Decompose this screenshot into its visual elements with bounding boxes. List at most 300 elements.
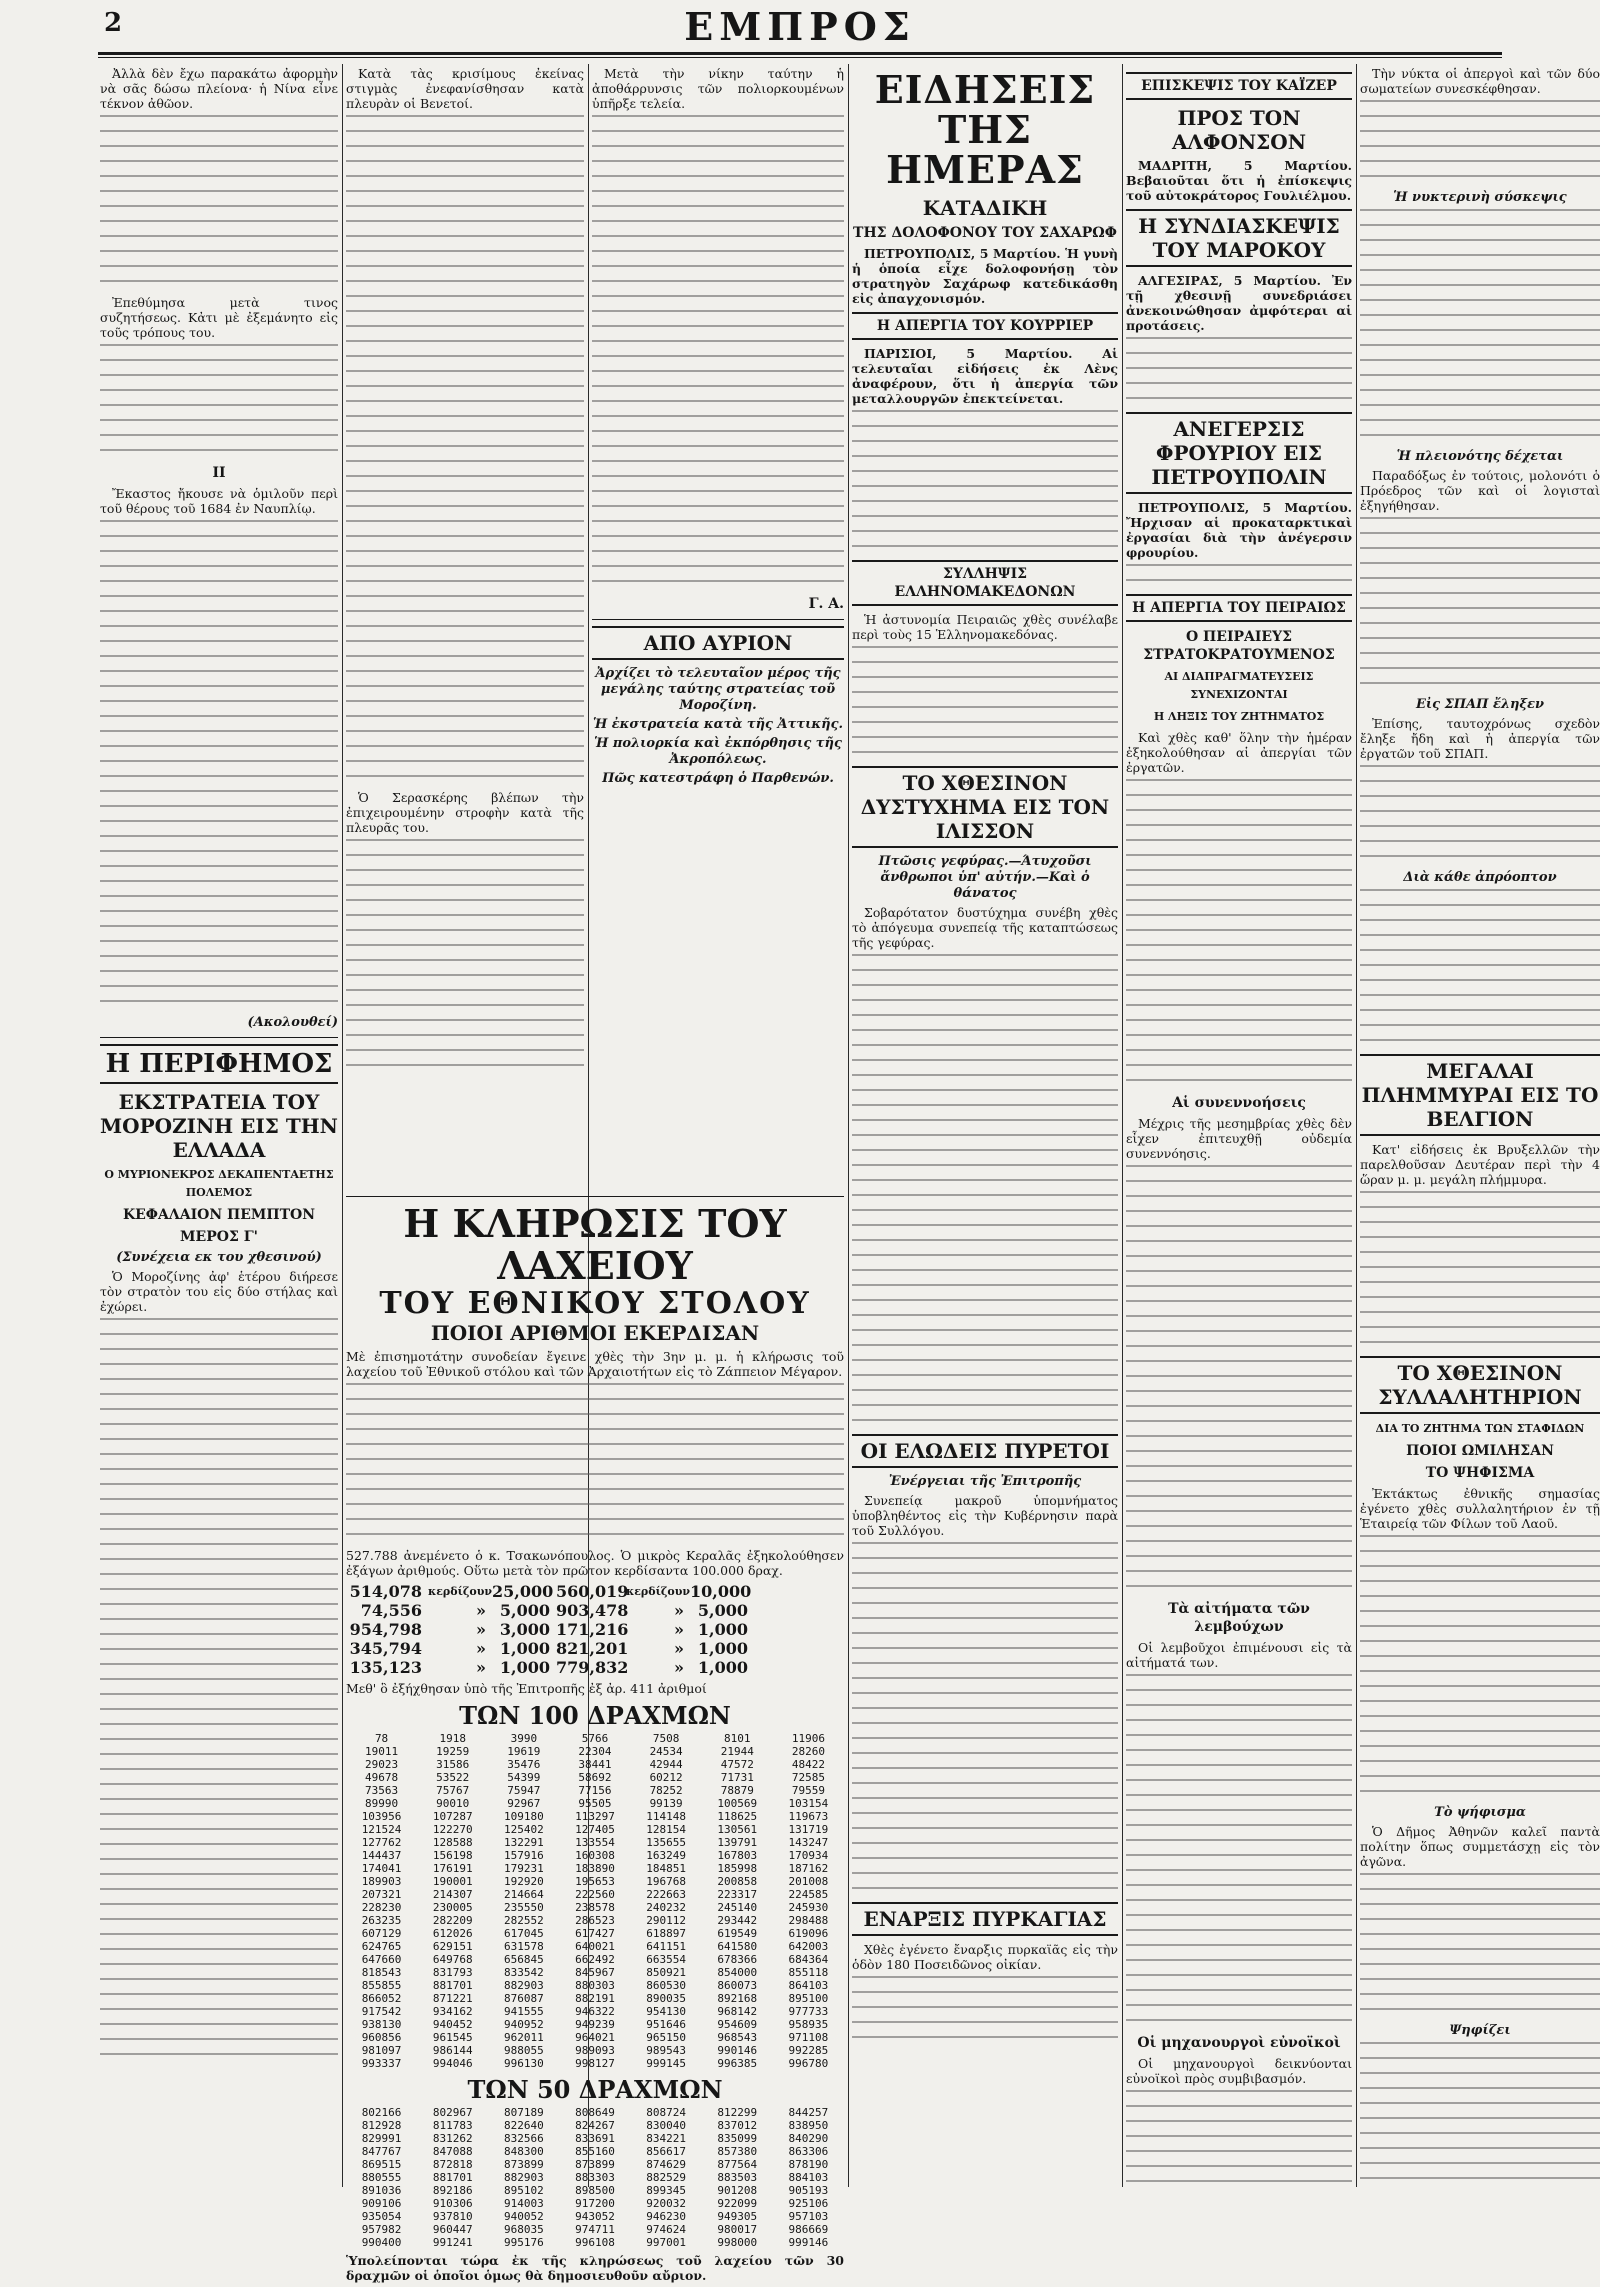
winning-number-100: 179231 xyxy=(503,1862,544,1875)
winning-number-100: 617045 xyxy=(503,1927,544,1940)
serial-header: Η ΠΕΡΙΦΗΜΟΣ xyxy=(100,1044,338,1084)
news-item-title: ΤΟ ΧΘΕΣΙΝΟΝ ΣΥΛΛΑΛΗΤΗΡΙΟΝ xyxy=(1360,1356,1600,1414)
winning-number-100: 663554 xyxy=(646,1953,686,1966)
winning-number-100: 196768 xyxy=(646,1875,686,1888)
winning-number-100: 122270 xyxy=(432,1823,473,1836)
news-item-title: ΕΝΑΡΞΙΣ ΠΥΡΚΑΓΙΑΣ xyxy=(852,1902,1118,1936)
winning-number-100: 990146 xyxy=(717,2044,758,2057)
winning-number-100: 954609 xyxy=(717,2018,758,2031)
winning-number-100: 941555 xyxy=(503,2005,544,2018)
winning-number-100: 629151 xyxy=(432,1940,473,1953)
winning-number-100: 981097 xyxy=(361,2044,402,2057)
winning-number-100: 619096 xyxy=(788,1927,829,1940)
winning-number-100: 988055 xyxy=(503,2044,544,2057)
winning-number-100: 235550 xyxy=(503,1901,544,1914)
text-block xyxy=(346,115,584,777)
winning-number-100: 121524 xyxy=(361,1823,402,1836)
winning-number-100: 29023 xyxy=(365,1758,399,1771)
winning-number-100: 624765 xyxy=(361,1940,402,1953)
winning-number-100: 22304 xyxy=(578,1745,612,1758)
winning-number-100: 127762 xyxy=(361,1836,402,1849)
winning-number-50: 922099 xyxy=(717,2197,758,2210)
subheading: Διὰ κάθε ἀπρόοπτον xyxy=(1403,870,1557,885)
column-4 xyxy=(852,66,1118,2189)
winning-number-100: 78879 xyxy=(720,1784,754,1797)
grid-100-title: ΤΩΝ 100 ΔΡΑΧΜΩΝ xyxy=(459,1701,731,1730)
winning-number-100: 78 xyxy=(374,1732,389,1745)
winning-number-50: 832566 xyxy=(503,2132,544,2145)
winning-number-100: 996385 xyxy=(717,2057,758,2070)
winning-number-100: 996780 xyxy=(788,2057,829,2070)
winning-number-100: 263235 xyxy=(361,1914,402,1927)
section-numeral: II xyxy=(212,465,226,481)
text-block xyxy=(852,410,1118,547)
winning-number-100: 951646 xyxy=(646,2018,686,2031)
winning-number-100: 214664 xyxy=(503,1888,544,1901)
article-paragraph: Ἐπίσης, ταυτοχρόνως σχεδὸν ἔληξε ἤδη καὶ ἡ ἀπεργία τῶν ἐργατῶν τοῦ ΣΠΑΠ. xyxy=(1360,716,1600,761)
news-item-subtitle: ΠΡΟΣ ΤΟΝ ΑΛΦΟΝΣΟΝ xyxy=(1171,106,1306,154)
winning-number-50: 840290 xyxy=(788,2132,829,2145)
newspaper-title: ΕΜΠΡΟΣ xyxy=(684,4,916,49)
text-block xyxy=(1360,889,1600,1041)
masthead-rule xyxy=(98,52,1502,55)
winning-number-100: 47572 xyxy=(720,1758,754,1771)
winning-number-100: 940452 xyxy=(432,2018,473,2031)
winning-number-100: 143247 xyxy=(788,1836,829,1849)
news-item-text: ΠΕΤΡΟΥΠΟΛΙΣ, 5 Μαρτίου. Ἡ γυνὴ ἡ ὁποία εἶχε δολοφονήσῃ τὸν στρατηγὸν Σαχάρωφ κατεδικάσθη εἰς ἀπαγχονισμόν. xyxy=(852,246,1118,306)
winning-number-100: 290112 xyxy=(646,1914,686,1927)
winning-number-50: 856617 xyxy=(646,2145,686,2158)
winning-number-100: 201008 xyxy=(788,1875,829,1888)
news-item-subtitle: ΤΗΣ ΔΟΛΟΦΟΝΟΥ ΤΟΥ ΣΑΧΑΡΩΦ xyxy=(853,225,1117,241)
winning-number-100: 282209 xyxy=(432,1914,473,1927)
winning-number-50: 872818 xyxy=(432,2158,473,2171)
winning-number-100: 163249 xyxy=(646,1849,686,1862)
winning-number-100: 156198 xyxy=(432,1849,473,1862)
winning-number-50: 831262 xyxy=(432,2132,473,2145)
news-item-text: ΠΑΡΙΣΙΟΙ, 5 Μαρτίου. Αἱ τελευταῖαι εἰδήσεις ἐκ Λὲνς ἀναφέρουν, ὅτι ἡ ἀπεργία τῶν μεταλλουργῶν ἐπεκτείνεται. xyxy=(852,346,1118,406)
winning-number-50: 835099 xyxy=(717,2132,758,2145)
winning-number-50: 833691 xyxy=(575,2132,615,2145)
text-block xyxy=(852,954,1118,1421)
lottery-after-prizes: Μεθ' ὃ ἐξήχθησαν ὑπὸ τῆς Ἐπιτροπῆς ἐξ ἀρ. 411 ἀριθμοί xyxy=(346,1681,707,1696)
winning-number-100: 999145 xyxy=(646,2057,686,2070)
news-item-text: Ἐκτάκτως ἐθνικῆς σημασίας ἐγένετο χθὲς συλλαλητήριον ἐν τῇ Ἑταιρείᾳ τῶν Φίλων τοῦ Λαοῦ. xyxy=(1360,1486,1600,1531)
winning-number-100: 73563 xyxy=(365,1784,399,1797)
article-paragraph: Ὁ Δῆμος Ἀθηνῶν καλεῖ παντὰ πολίτην ὅπως συμμετάσχῃ εἰς τὸν ἀγῶνα. xyxy=(1360,1824,1600,1869)
winning-number-50: 899345 xyxy=(646,2184,686,2197)
winning-number-100: 103154 xyxy=(788,1797,829,1810)
winning-number-100: 79559 xyxy=(791,1784,825,1797)
winning-number-100: 881701 xyxy=(432,1979,473,1992)
text-block xyxy=(1360,209,1600,436)
winning-number-100: 5766 xyxy=(581,1732,609,1745)
subheading: Ἡ πλειονότης δέχεται xyxy=(1396,449,1564,464)
winning-number-100: 960856 xyxy=(361,2031,402,2044)
lottery-first-prize: 527.788 ἀνεμένετο ὁ κ. Τσακωνόπουλος. Ὁ μικρὸς Κεραλᾶς ἐξηκολούθησεν ἐξάγων ἀριθμούς. Οὕτω μετὰ τὸν πρῶτον κερδίσαντα 100.000 δραχ. xyxy=(346,1548,844,1578)
winning-number-50: 847088 xyxy=(432,2145,473,2158)
article-paragraph: Παραδόξως ἐν τούτοις, μολονότι ὁ Πρόεδρος τῶν καὶ οἱ λογισταὶ ἐξηγήθησαν. xyxy=(1360,468,1600,513)
news-item-title: Οἱ μηχανουργοὶ εὐνοϊκοὶ xyxy=(1137,2035,1341,2051)
winning-number-50: 917200 xyxy=(575,2197,615,2210)
winning-number-100: 642003 xyxy=(788,1940,829,1953)
news-item-text: Οἱ μηχανουργοὶ δεικνύονται εὐνοϊκοὶ πρὸς συμβιβασμόν. xyxy=(1126,2056,1352,2086)
winning-number-100: 238578 xyxy=(575,1901,615,1914)
winning-number-100: 113297 xyxy=(575,1810,615,1823)
winning-number-100: 612026 xyxy=(432,1927,473,1940)
winning-number-100: 174041 xyxy=(361,1862,402,1875)
lottery-title-2: ΤΟΥ ΕΘΝΙΚΟΥ ΣΤΟΛΟΥ xyxy=(379,1286,811,1321)
lottery-title: Η ΚΛΗΡΩΣΙΣ ΤΟΥ ΛΑΧΕΙΟΥ xyxy=(403,1201,787,1288)
winning-number-100: 662492 xyxy=(575,1953,615,1966)
winning-number-100: 224585 xyxy=(788,1888,829,1901)
winning-number-100: 631578 xyxy=(503,1940,544,1953)
news-item-text: Καὶ χθὲς καθ' ὅλην τὴν ἡμέραν ἐξηκολούθησαν αἱ ἀπεργίαι τῶν ἐργατῶν. xyxy=(1126,730,1352,775)
winning-number-100: 160308 xyxy=(575,1849,615,1862)
winning-number-50: 878190 xyxy=(788,2158,829,2171)
winning-number-100: 831793 xyxy=(432,1966,473,1979)
winning-number-100: 222663 xyxy=(646,1888,686,1901)
winning-number-100: 8101 xyxy=(724,1732,751,1745)
continuation-note: (Ακολουθεί) xyxy=(247,1015,338,1030)
winning-number-100: 989093 xyxy=(575,2044,615,2057)
winning-number-50: 957982 xyxy=(361,2223,402,2236)
news-item-title: Τὰ αἰτήματα τῶν λεμβούχων xyxy=(1168,1601,1310,1635)
winning-number-50: 974711 xyxy=(575,2223,615,2236)
tomorrow-item: Ἀρχίζει τὸ τελευταῖον μέρος τῆς μεγάλης ταύτης στρατείας τοῦ Μοροζίνη. xyxy=(595,666,841,713)
winning-number-50: 837012 xyxy=(717,2119,758,2132)
winning-number-100: 185998 xyxy=(717,1862,758,1875)
winning-number-50: 811783 xyxy=(432,2119,473,2132)
divider xyxy=(100,1037,338,1038)
divider xyxy=(592,619,844,620)
divider xyxy=(346,1196,844,1197)
winning-number-100: 968543 xyxy=(717,2031,758,2044)
winning-number-50: 957103 xyxy=(788,2210,829,2223)
winning-number-100: 298488 xyxy=(788,1914,829,1927)
winning-number-100: 965150 xyxy=(646,2031,686,2044)
winning-number-50: 895102 xyxy=(503,2184,544,2197)
subheading: Ἡ νυκτερινὴ σύσκεψις xyxy=(1393,190,1567,205)
winning-number-100: 54399 xyxy=(507,1771,541,1784)
winning-number-100: 818543 xyxy=(361,1966,402,1979)
winning-number-100: 641580 xyxy=(717,1940,758,1953)
winning-number-100: 223317 xyxy=(717,1888,758,1901)
text-block xyxy=(100,115,338,282)
winning-number-50: 812928 xyxy=(361,2119,402,2132)
tomorrow-item: Ἡ ἐκστρατεία κατὰ τῆς Ἀττικῆς. xyxy=(592,717,844,732)
news-item-title: Η ΑΠΕΡΓΙΑ ΤΟΥ ΚΟΥΡΡΙΕΡ xyxy=(852,312,1118,340)
winning-number-100: 207321 xyxy=(361,1888,402,1901)
column-6 xyxy=(1360,66,1600,2189)
winning-number-100: 48422 xyxy=(791,1758,825,1771)
winning-number-100: 127405 xyxy=(575,1823,615,1836)
winning-number-50: 873899 xyxy=(575,2158,615,2171)
text-block xyxy=(1360,765,1600,857)
winning-number-100: 855118 xyxy=(788,1966,829,1979)
winning-number-100: 245930 xyxy=(788,1901,829,1914)
article-paragraph: Ὁ Μοροζίνης ἀφ' ἑτέρου διήρεσε τὸν στρατὸν του εἰς δύο στήλας καὶ ἐχώρει. xyxy=(100,1269,338,1314)
winning-number-50: 960447 xyxy=(432,2223,473,2236)
winning-number-100: 833542 xyxy=(503,1966,544,1979)
winning-number-100: 176191 xyxy=(432,1862,473,1875)
winning-number-50: 883303 xyxy=(575,2171,615,2184)
serial-part: ΜΕΡΟΣ Γ' xyxy=(180,1229,258,1245)
winning-number-50: 910306 xyxy=(432,2197,473,2210)
news-item-subtitle: Ἐνέργειαι τῆς Ἐπιτροπῆς xyxy=(888,1474,1082,1489)
winning-number-100: 200858 xyxy=(717,1875,758,1888)
winning-number-100: 961545 xyxy=(432,2031,473,2044)
prize-row: 135,123 » 1,000 779,832 » 1,000 xyxy=(349,1658,748,1677)
winning-number-100: 75947 xyxy=(507,1784,541,1797)
winning-number-100: 977733 xyxy=(788,2005,829,2018)
news-item-subtitle: ΑΙ ΔΙΑΠΡΑΓΜΑΤΕΥΣΕΙΣ ΣΥΝΕΧΙΖΟΝΤΑΙ xyxy=(1164,670,1314,701)
winning-number-50: 991241 xyxy=(432,2236,473,2249)
winning-number-100: 60212 xyxy=(649,1771,683,1784)
winning-number-50: 946230 xyxy=(646,2210,686,2223)
text-block xyxy=(852,1976,1118,2038)
winning-number-100: 940952 xyxy=(503,2018,544,2031)
winning-number-100: 1918 xyxy=(439,1732,466,1745)
text-block xyxy=(852,1542,1118,1889)
grid-50 xyxy=(346,2106,844,2249)
prize-row: 345,794 » 1,000 821,201 » 1,000 xyxy=(349,1639,748,1658)
winning-number-100: 114148 xyxy=(646,1810,686,1823)
winning-number-100: 640021 xyxy=(575,1940,615,1953)
winning-number-100: 3990 xyxy=(510,1732,538,1745)
news-item-title: ΤΟ ΧΘΕΣΙΝΟΝ ΔΥΣΤΥΧΗΜΑ ΕΙΣ ΤΟΝ ΙΛΙΣΣΟΝ xyxy=(852,766,1118,848)
winning-number-100: 190001 xyxy=(432,1875,473,1888)
winning-number-100: 949239 xyxy=(575,2018,615,2031)
winning-number-100: 167803 xyxy=(717,1849,758,1862)
winning-number-100: 183890 xyxy=(575,1862,615,1875)
winning-number-100: 214307 xyxy=(432,1888,473,1901)
winning-number-100: 684364 xyxy=(788,1953,829,1966)
winning-number-50: 869515 xyxy=(361,2158,402,2171)
winning-number-100: 958935 xyxy=(788,2018,829,2031)
article-paragraph: Ὁ Σερασκέρης βλέπων τὴν ἐπιχειρουμένην στροφὴν κατὰ τῆς πλευρᾶς του. xyxy=(346,790,584,835)
news-item-title: ΑΝΕΓΕΡΣΙΣ ΦΡΟΥΡΙΟΥ ΕΙΣ ΠΕΤΡΟΥΠΟΛΙΝ xyxy=(1126,412,1352,494)
winning-number-100: 78252 xyxy=(649,1784,683,1797)
winning-number-100: 641151 xyxy=(646,1940,686,1953)
news-item-title: Η ΑΠΕΡΓΙΑ ΤΟΥ ΠΕΙΡΑΙΩΣ xyxy=(1126,594,1352,622)
winning-number-100: 11906 xyxy=(791,1732,825,1745)
winning-number-100: 75767 xyxy=(436,1784,470,1797)
news-item-text: Σοβαρότατον δυστύχημα συνέβη χθὲς τὸ ἀπόγευμα συνεπείᾳ τῆς καταπτώσεως τῆς γεφύρας. xyxy=(852,905,1118,950)
text-block xyxy=(100,1318,338,2055)
winning-number-50: 863306 xyxy=(788,2145,829,2158)
news-item-text: Κατ' εἰδήσεις ἐκ Βρυξελλῶν τὴν παρελθοῦσαν Δευτέραν περὶ τὴν 4 ὥραν μ. μ. μεγάλη πλήμμυρα. xyxy=(1360,1142,1600,1187)
winning-number-100: 95505 xyxy=(578,1797,612,1810)
masthead-rule-thin xyxy=(98,57,1502,58)
winning-number-100: 21944 xyxy=(720,1745,754,1758)
news-item-title: ΣΥΛΛΗΨΙΣ ΕΛΛΗΝΟΜΑΚΕΔΟΝΩΝ xyxy=(852,560,1118,606)
winning-number-100: 90010 xyxy=(436,1797,470,1810)
news-item-subtitle: Ο ΠΕΙΡΑΙΕΥΣ ΣΤΡΑΤΟΚΡΑΤΟΥΜΕΝΟΣ xyxy=(1143,629,1335,663)
winning-number-50: 807189 xyxy=(503,2106,544,2119)
article-signature: Γ. Α. xyxy=(808,596,844,612)
winning-number-100: 850921 xyxy=(646,1966,686,1979)
tomorrow-item: Πῶς κατεστράφη ὁ Παρθενών. xyxy=(602,771,834,786)
winning-number-100: 656845 xyxy=(503,1953,544,1966)
winning-number-50: 857380 xyxy=(717,2145,758,2158)
lottery-intro: Μὲ ἐπισημοτάτην συνοδείαν ἔγεινε χθὲς τὴν 3ην μ. μ. ἡ κλήρωσις τοῦ λαχείου τοῦ Ἐθνικοῦ στόλου καὶ τῶν Ἀρχαιοτήτων εἰς τὸ Ζάππειον Μέγαρον. xyxy=(346,1349,844,1379)
winning-number-100: 31586 xyxy=(436,1758,470,1771)
article-paragraph: Τὴν νύκτα οἱ ἀπεργοὶ καὶ τῶν δύο σωματείων συνεσκέφθησαν. xyxy=(1360,66,1600,96)
article-paragraph: Ἐπεθύμησα μετὰ τινος συζητήσεως. Κἀτι μὲ ἐξεμάνητο εἰς τοῦς τρόπους του. xyxy=(100,295,338,340)
winning-number-100: 998127 xyxy=(575,2057,615,2070)
winning-number-50: 873899 xyxy=(503,2158,544,2171)
winning-number-100: 880303 xyxy=(575,1979,615,1992)
text-block xyxy=(100,520,338,1002)
winning-number-50: 997001 xyxy=(646,2236,686,2249)
column-rule xyxy=(848,64,849,2187)
news-title: ΕΙΔΗΣΕΙΣ ΤΗΣ ΗΜΕΡΑΣ xyxy=(874,67,1096,192)
winning-number-100: 189903 xyxy=(361,1875,402,1888)
winning-number-100: 28260 xyxy=(791,1745,825,1758)
winning-number-50: 855160 xyxy=(575,2145,615,2158)
winning-number-50: 848300 xyxy=(503,2145,544,2158)
winning-number-100: 170934 xyxy=(788,1849,829,1862)
news-item-text: Οἱ λεμβοῦχοι ἐπιμένουσι εἰς τὰ αἰτήματά των. xyxy=(1126,1640,1352,1670)
news-item-subtitle: ΠΟΙΟΙ ΩΜΙΛΗΣΑΝ xyxy=(1406,1443,1554,1459)
winning-number-100: 77156 xyxy=(578,1784,612,1797)
winning-number-100: 107287 xyxy=(432,1810,473,1823)
winning-number-100: 890035 xyxy=(646,1992,686,2005)
text-block xyxy=(1126,1165,1352,1587)
winning-number-50: 802166 xyxy=(361,2106,402,2119)
news-item-subtitle: Η ΛΗΞΙΣ ΤΟΥ ΖΗΤΗΜΑΤΟΣ xyxy=(1153,710,1325,723)
winning-number-100: 964021 xyxy=(575,2031,615,2044)
text-block xyxy=(346,1383,844,1535)
winning-number-50: 892186 xyxy=(432,2184,473,2197)
winning-number-100: 882191 xyxy=(575,1992,615,2005)
winning-number-100: 19011 xyxy=(365,1745,399,1758)
winning-number-100: 103956 xyxy=(361,1810,402,1823)
winning-number-50: 824267 xyxy=(575,2119,615,2132)
winning-number-100: 19259 xyxy=(436,1745,470,1758)
winning-number-100: 125402 xyxy=(503,1823,544,1836)
winning-number-50: 914003 xyxy=(503,2197,544,2210)
winning-number-100: 678366 xyxy=(717,1953,758,1966)
winning-number-50: 880555 xyxy=(361,2171,402,2184)
winning-number-50: 925106 xyxy=(788,2197,829,2210)
winning-number-50: 883503 xyxy=(717,2171,758,2184)
subheading: Ψηφίζει xyxy=(1449,2023,1511,2038)
winning-number-100: 119673 xyxy=(788,1810,829,1823)
winning-number-100: 938130 xyxy=(361,2018,402,2031)
winning-number-100: 286523 xyxy=(575,1914,615,1927)
winning-number-50: 877564 xyxy=(717,2158,758,2171)
winning-number-100: 618897 xyxy=(646,1927,686,1940)
column-3-upper xyxy=(592,66,844,1177)
article-paragraph: Κατὰ τὰς κρισίμους ἐκείνας στιγμὰς ἐνεφανίσθησαν κατὰ πλευρὰν οἱ Βενετοί. xyxy=(346,66,584,111)
winning-number-50: 829991 xyxy=(361,2132,402,2145)
winning-number-100: 24534 xyxy=(649,1745,683,1758)
winning-number-100: 128154 xyxy=(646,1823,686,1836)
news-item-subtitle: ΔΙΑ ΤΟ ΖΗΤΗΜΑ ΤΩΝ ΣΤΑΦΙΔΩΝ xyxy=(1375,1422,1585,1435)
winning-number-100: 971108 xyxy=(788,2031,829,2044)
winning-number-100: 135655 xyxy=(646,1836,686,1849)
text-block xyxy=(1360,1535,1600,1792)
winning-number-50: 808724 xyxy=(646,2106,686,2119)
winning-number-100: 882903 xyxy=(503,1979,544,1992)
text-block xyxy=(1126,1674,1352,2021)
winning-number-100: 53522 xyxy=(436,1771,470,1784)
news-item-subtitle: Πτῶσις γεφύρας.—Άτυχοῦσι ἄνθρωποι ὑπ' αὐτήν.—Καὶ ὁ θάνατος xyxy=(878,854,1092,901)
winning-number-100: 245140 xyxy=(717,1901,758,1914)
news-item-text: Ἡ ἀστυνομία Πειραιῶς χθὲς συνέλαβε περὶ τοὺς 15 Ἑλληνομακεδόνας. xyxy=(852,612,1118,642)
winning-number-100: 968142 xyxy=(717,2005,758,2018)
news-item-text: Μέχρις τῆς μεσημβρίας χθὲς δὲν εἶχεν ἐπιτευχθῇ οὐδεμία συνεννόησις. xyxy=(1126,1116,1352,1161)
news-item-title: ΜΕΓΑΛΑΙ ΠΛΗΜΜΥΡΑΙ ΕΙΣ ΤΟ ΒΕΛΓΙΟΝ xyxy=(1360,1054,1600,1136)
winning-number-100: 100569 xyxy=(717,1797,758,1810)
text-block xyxy=(100,344,338,451)
news-item-text: ΜΑΔΡΙΤΗ, 5 Μαρτίου. Βεβαιοῦται ὅτι ἡ ἐπίσκεψις τοῦ αὐτοκράτορος Γουλιέλμου. xyxy=(1126,158,1352,203)
winning-number-50: 909106 xyxy=(361,2197,402,2210)
winning-number-100: 892168 xyxy=(717,1992,758,2005)
winning-number-100: 72585 xyxy=(791,1771,825,1784)
text-block xyxy=(1126,779,1352,1081)
text-block xyxy=(1360,100,1600,177)
winning-number-100: 240232 xyxy=(646,1901,686,1914)
grid-50-title: ΤΩΝ 50 ΔΡΑΧΜΩΝ xyxy=(467,2075,723,2104)
text-block xyxy=(1360,517,1600,684)
winning-number-50: 986669 xyxy=(788,2223,829,2236)
winning-number-50: 844257 xyxy=(788,2106,829,2119)
winning-number-100: 58692 xyxy=(578,1771,612,1784)
winning-number-100: 293442 xyxy=(717,1914,758,1927)
winning-number-100: 38441 xyxy=(578,1758,612,1771)
winning-number-100: 986144 xyxy=(432,2044,473,2057)
winning-number-100: 128588 xyxy=(432,1836,473,1849)
winning-number-50: 968035 xyxy=(503,2223,544,2236)
text-block xyxy=(1126,337,1352,399)
text-block xyxy=(1360,1873,1600,2010)
text-block xyxy=(346,839,584,1066)
winning-number-100: 866052 xyxy=(361,1992,402,2005)
from-tomorrow-header: ΑΠΟ ΑΥΡΙΟΝ xyxy=(592,626,844,660)
winning-number-50: 999146 xyxy=(788,2236,829,2249)
winning-number-50: 847767 xyxy=(361,2145,402,2158)
winning-number-100: 184851 xyxy=(646,1862,686,1875)
winning-number-100: 118625 xyxy=(717,1810,758,1823)
text-block xyxy=(1126,564,1352,581)
text-block xyxy=(1360,1191,1600,1343)
winning-number-100: 139791 xyxy=(717,1836,758,1849)
winning-number-50: 884103 xyxy=(788,2171,829,2184)
column-1 xyxy=(100,66,338,2189)
winning-number-50: 943052 xyxy=(575,2210,615,2223)
winning-number-50: 812299 xyxy=(717,2106,758,2119)
winning-number-100: 845967 xyxy=(575,1966,615,1979)
winning-number-50: 920032 xyxy=(646,2197,686,2210)
text-block xyxy=(852,646,1118,753)
column-rule xyxy=(1122,64,1123,2187)
serial-chapter: ΚΕΦΑΛΑΙΟΝ ΠΕΜΠΤΟΝ xyxy=(122,1207,316,1223)
column-2 xyxy=(346,66,584,1177)
subheading: Εἰς ΣΠΑΠ ἔληξεν xyxy=(1415,697,1545,712)
tomorrow-item: Ἡ πολιορκία καὶ ἐκπόρθησις τῆς Ἀκροπόλεως. xyxy=(594,736,842,767)
lottery-article xyxy=(346,1190,844,2287)
news-item-text: ΑΛΓΕΣΙΡΑΣ, 5 Μαρτίου. Ἐν τῇ χθεσινῇ συνεδριάσει ἀνεκοινώθησαν ἀμφότεραι αἱ προτάσεις. xyxy=(1126,273,1352,333)
winning-number-50: 901208 xyxy=(717,2184,758,2197)
prize-table xyxy=(346,1582,844,1677)
winning-number-100: 993337 xyxy=(361,2057,402,2070)
winning-number-50: 974624 xyxy=(646,2223,686,2236)
winning-number-100: 996130 xyxy=(503,2057,544,2070)
winning-number-100: 895100 xyxy=(788,1992,829,2005)
